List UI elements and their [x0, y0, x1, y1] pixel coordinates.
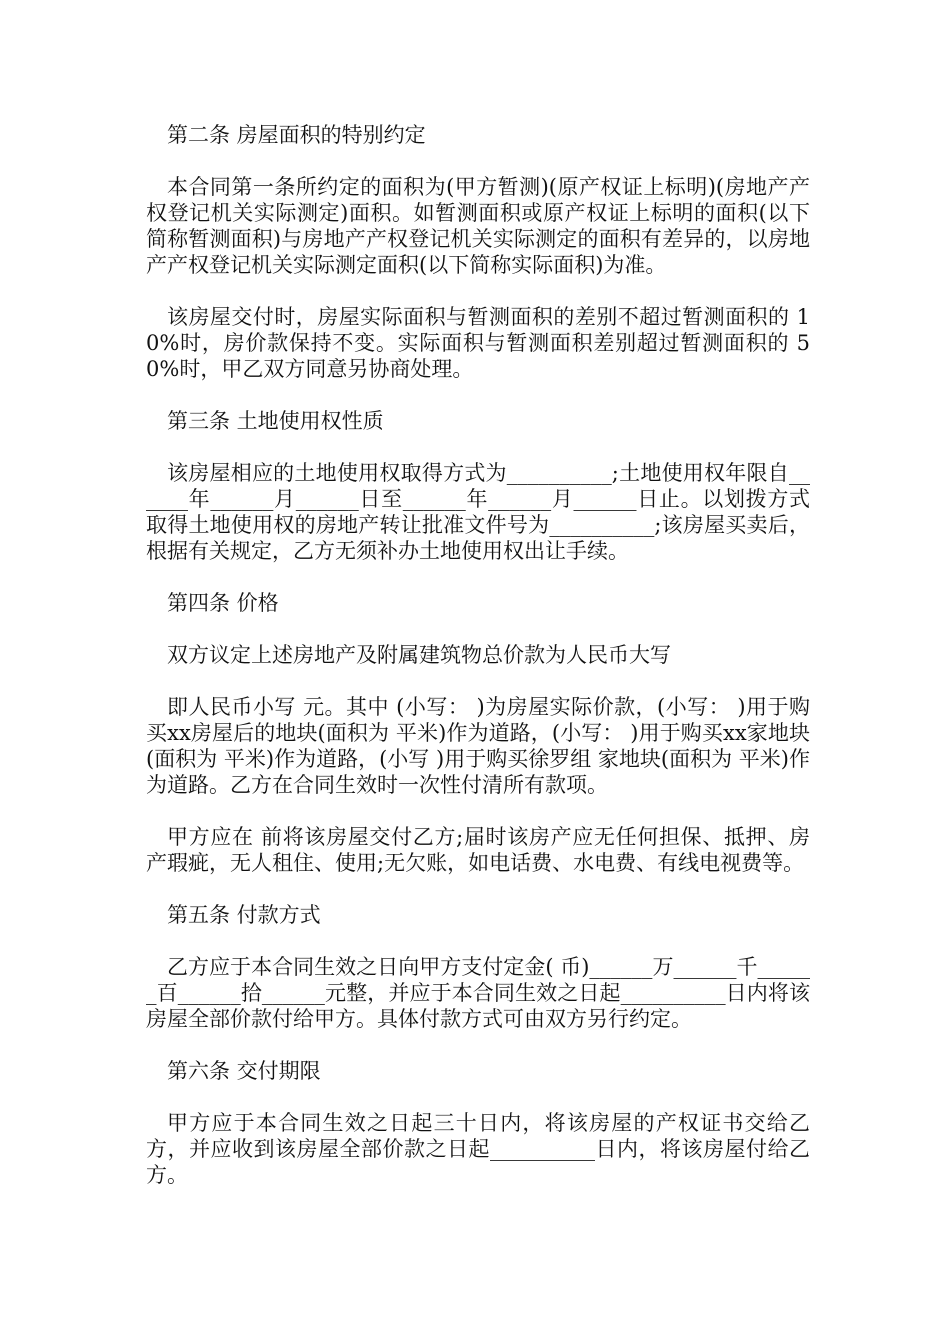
- paragraph-price-breakdown: 即人民币小写 元。其中 (小写： )为房屋实际价款，(小写： )用于购买xx房屋后的地块(面积为 平米)作为道路，(小写： )用于购买xx家地块(面积为 平米)作为道路，(小写 )用于购买徐罗组 家地块(面积为 平米)作为道路。乙方在合同生效时一次性付清所有款项。: [146, 695, 810, 797]
- section-heading-article-2: 第二条 房屋面积的特别约定: [167, 123, 426, 147]
- paragraph-payment-method: 乙方应于本合同生效之日向甲方支付定金( 币)______万______千______百______拾______元整，并应于本合同生效之日起__________日内将该房屋全部价款付给甲方。具体付款方式可由双方另行约定。: [146, 955, 810, 1031]
- paragraph-area-definition: 本合同第一条所约定的面积为(甲方暂测)(原产权证上标明)(房地产产权登记机关实际测定)面积。如暂测面积或原产权证上标明的面积(以下简称暂测面积)与房地产产权登记机关实际测定的面积有差异的，以房地产产权登记机关实际测定面积(以下简称实际面积)为准。: [146, 175, 810, 277]
- section-heading-article-3: 第三条 土地使用权性质: [167, 409, 384, 433]
- paragraph-area-tolerance: 该房屋交付时，房屋实际面积与暂测面积的差别不超过暂测面积的 10%时，房价款保持不变。实际面积与暂测面积差别超过暂测面积的 50%时，甲乙双方同意另协商处理。: [146, 305, 810, 381]
- section-heading-article-4: 第四条 价格: [167, 591, 279, 615]
- contract-page: [146, 122, 810, 1214]
- section-heading-article-6: 第六条 交付期限: [167, 1059, 321, 1083]
- paragraph-delivery-deadline: 甲方应于本合同生效之日起三十日内，将该房屋的产权证书交给乙方，并应收到该房屋全部价款之日起__________日内，将该房屋付给乙方。: [146, 1111, 810, 1187]
- paragraph-total-price: 双方议定上述房地产及附属建筑物总价款为人民币大写: [167, 643, 671, 667]
- section-heading-article-5: 第五条 付款方式: [167, 903, 321, 927]
- paragraph-land-use-rights: 该房屋相应的土地使用权取得方式为__________;土地使用权年限自______年______月______日至______年______月______日止。以划拨方式取得土地使用权的房地产转让批准文件号为__________;该房屋买卖后，根据有关规定，乙方无须补办土地使用权出让手续。: [146, 461, 810, 563]
- paragraph-delivery-conditions: 甲方应在 前将该房屋交付乙方;届时该房产应无任何担保、抵押、房产瑕疵，无人租住、使用;无欠账，如电话费、水电费、有线电视费等。: [146, 825, 810, 875]
